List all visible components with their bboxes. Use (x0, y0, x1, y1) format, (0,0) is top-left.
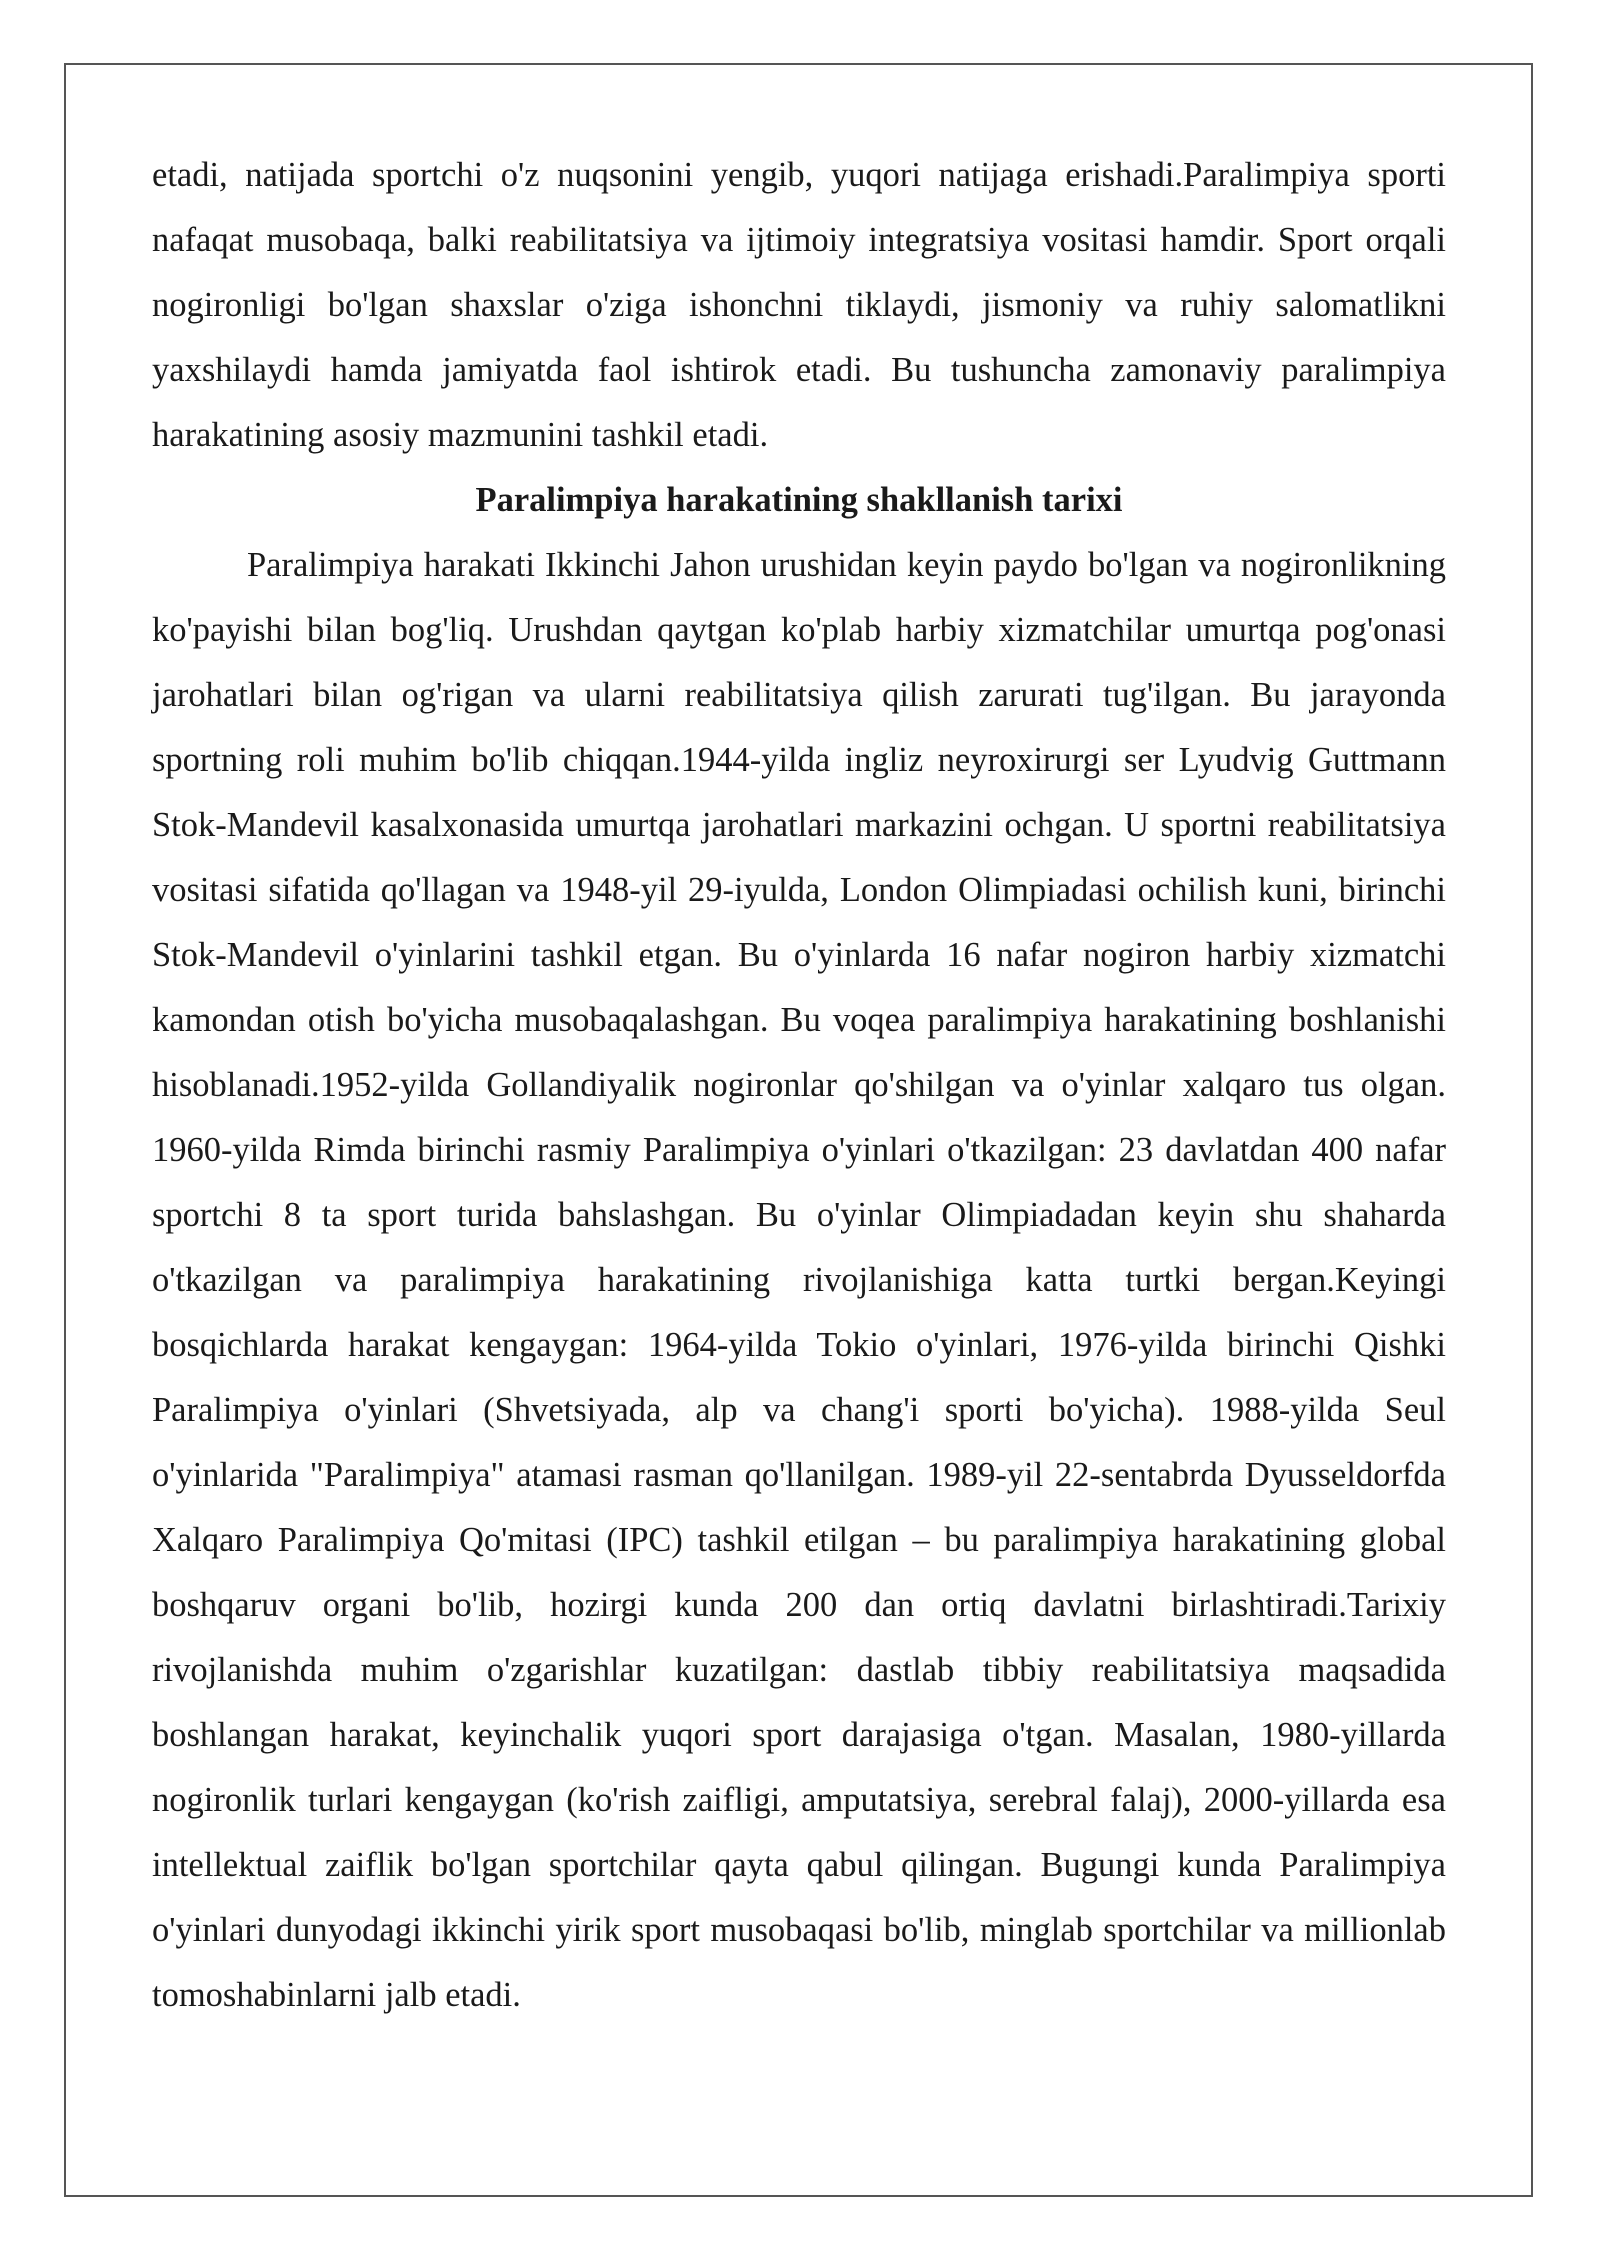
section-heading: Paralimpiya harakatining shakllanish tarixi (475, 481, 1123, 519)
history-paragraph: Paralimpiya harakati Ikkinchi Jahon urushidan keyin paydo bo'lgan va nogironlikning ko'payishi bilan bog'liq. Urushdan qaytgan ko'plab harbiy xizmatchilar umurtqa pog'onasi jarohatlari bilan og'rigan va ularni reabilitatsiya qilish zarurati tug'ilgan. Bu jarayonda sportning roli muhim bo'lib chiqqan.1944-yilda ingliz neyroxirurgi ser Lyudvig Guttmann Stok-Mandevil kasalxonasida umurtqa jarohatlari markazini ochgan. U sportni reabilitatsiya vositasi sifatida qo'llagan va 1948-yil 29-iyulda, London Olimpiadasi ochilish kuni, birinchi Stok-Mandevil o'yinlarini tashkil etgan. Bu o'yinlarda 16 nafar nogiron harbiy xizmatchi kamondan otish bo'yicha musobaqalashgan. Bu voqea paralimpiya harakatining boshlanishi hisoblanadi.1952-yilda Gollandiyalik nogironlar qo'shilgan va o'yinlar xalqaro tus olgan. 1960-yilda Rimda birinchi rasmiy Paralimpiya o'yinlari o'tkazilgan: 23 davlatdan 400 nafar sportchi 8 ta sport turida bahslashgan. Bu o'yinlar Olimpiadadan keyin shu shaharda o'tkazilgan va paralimpiya harakatining rivojlanishiga katta turtki bergan.Keyingi bosqichlarda harakat kengaygan: 1964-yilda Tokio o'yinlari, 1976-yilda birinchi Qishki Paralimpiya o'yinlari (Shvetsiyada, alp va chang'i sporti bo'yicha). 1988-yilda Seul o'yinlarida "Paralimpiya" atamasi rasman qo'llanilgan. 1989-yil 22-sentabrda Dyusseldorfda Xalqaro Paralimpiya Qo'mitasi (IPC) tashkil etilgan – bu paralimpiya harakatining global boshqaruv organi bo'lib, hozirgi kunda 200 dan ortiq davlatni birlashtiradi.Tarixiy rivojlanishda muhim o'zgarishlar kuzatilgan: dastlab tibbiy reabilitatsiya maqsadida boshlangan harakat, keyinchalik yuqori sport darajasiga o'tgan. Masalan, 1980-yillarda nogironlik turlari kengaygan (ko'rish zaifligi, amputatsiya, serebral falaj), 2000-yillarda esa intellektual zaiflik bo'lgan sportchilar qayta qabul qilingan. Bugungi kunda Paralimpiya o'yinlari dunyodagi ikkinchi yirik sport musobaqasi bo'lib, minglab sportchilar va millionlab tomoshabinlarni jalb etadi. (152, 546, 1446, 2014)
document-body (152, 143, 1446, 2028)
intro-paragraph: etadi, natijada sportchi o'z nuqsonini yengib, yuqori natijaga erishadi.Paralimpiya sporti nafaqat musobaqa, balki reabilitatsiya va ijtimoiy integratsiya vositasi hamdir. Sport orqali nogironligi bo'lgan shaxslar o'ziga ishonchni tiklaydi, jismoniy va ruhiy salomatlikni yaxshilaydi hamda jamiyatda faol ishtirok etadi. Bu tushuncha zamonaviy paralimpiya harakatining asosiy mazmunini tashkil etadi. (152, 156, 1446, 454)
